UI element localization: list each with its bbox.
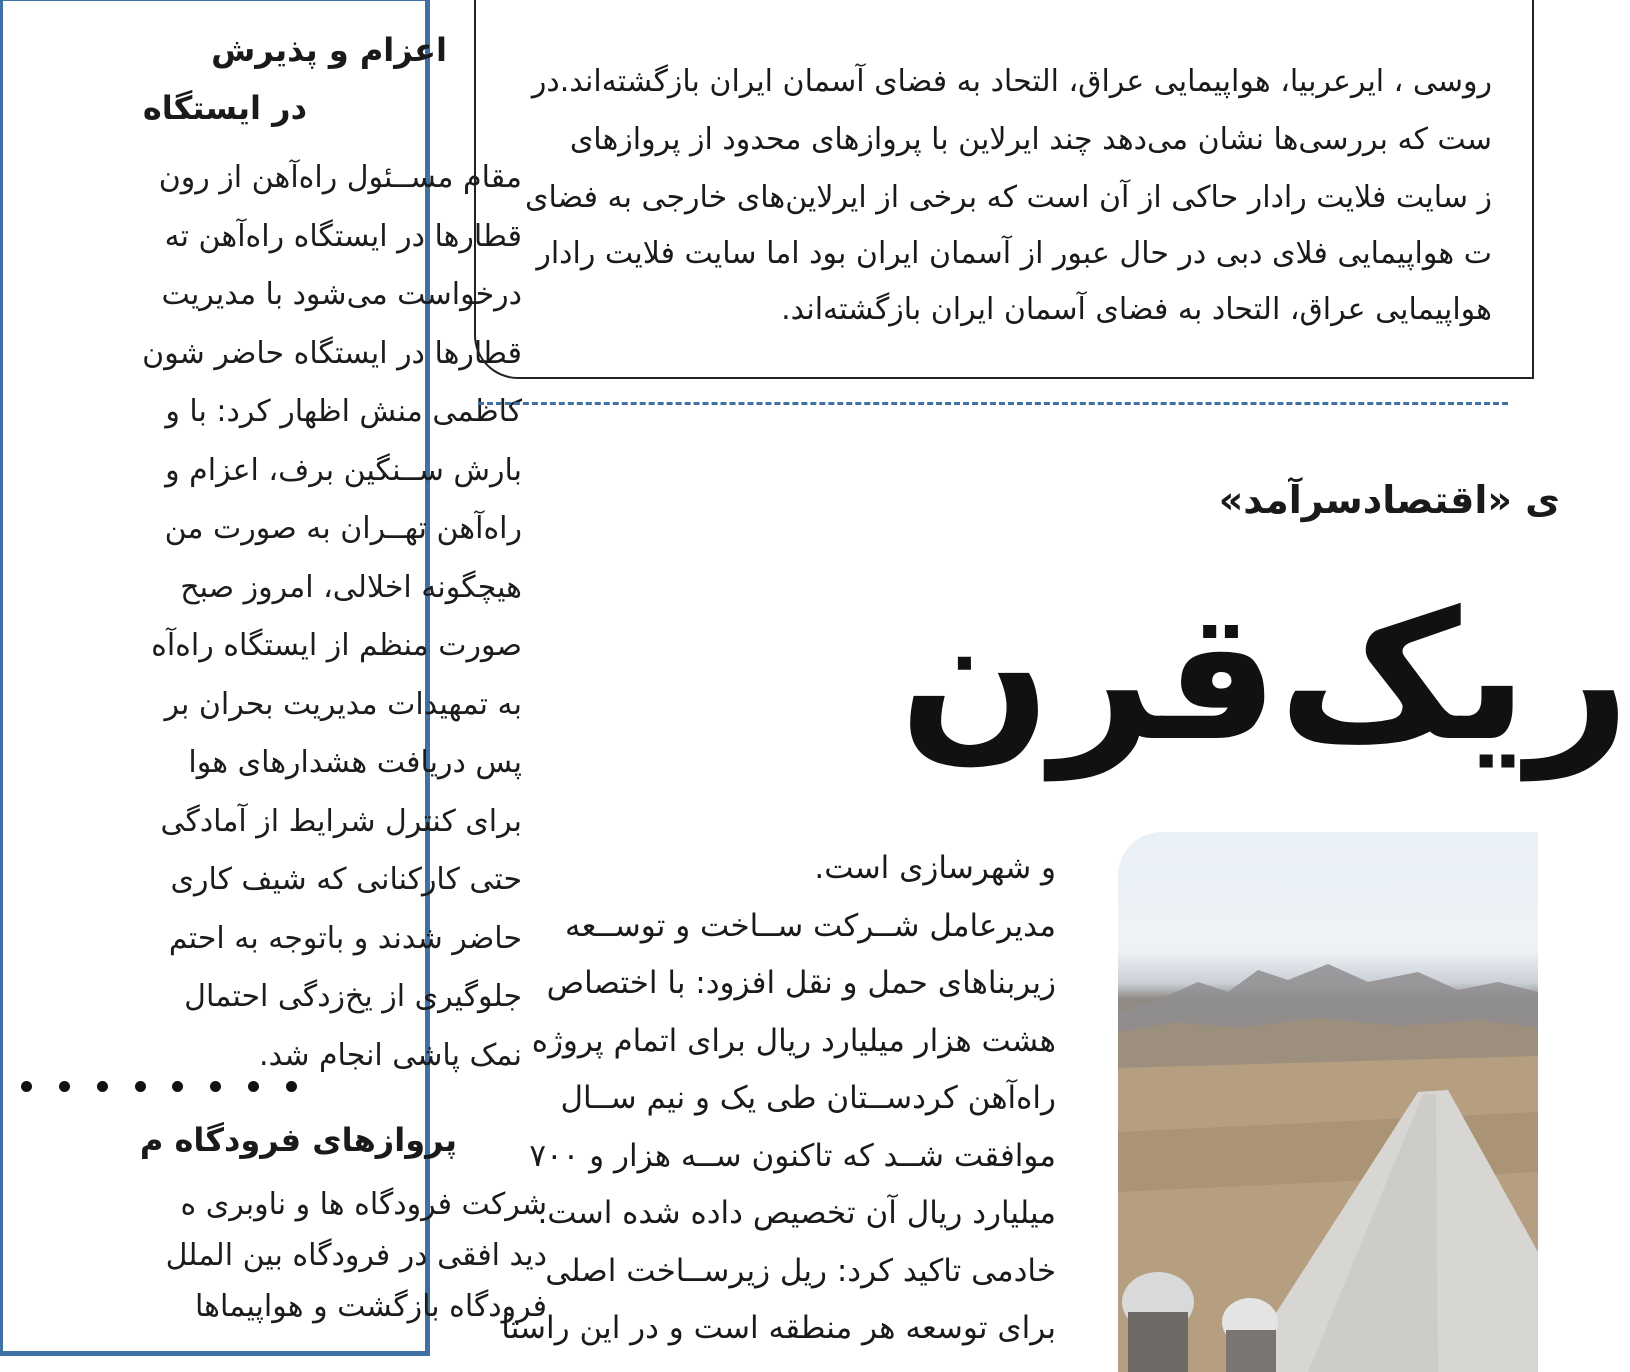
separator-dot xyxy=(135,1081,146,1092)
sidebar-body-line: نمک پاشی انجام شد. xyxy=(259,1037,522,1073)
sidebar-body-line: راه‌آهن تهــران به صورت من xyxy=(164,511,522,546)
article-line: و شهرسازی است. xyxy=(814,850,1056,886)
article-line: برای توسعه هر منطقه است و در این راستا xyxy=(501,1310,1056,1346)
separator-dot xyxy=(21,1081,32,1092)
sidebar-body2-line: دید افقی در فرودگاه بین الملل xyxy=(165,1238,547,1273)
dotted-separator xyxy=(9,1071,427,1101)
separator-dot xyxy=(210,1081,221,1092)
sidebar-news-column xyxy=(0,0,547,1356)
article-line: موافقت شــد که تاکنون ســه هزار و ۷۰۰ xyxy=(529,1137,1056,1174)
sidebar-body-line: حاضر شدند و باتوجه به احتم xyxy=(168,920,522,956)
article-line: خادمی تاکید کرد: ریل زیرســاخت اصلی xyxy=(545,1252,1056,1289)
separator-dot xyxy=(248,1081,259,1092)
article-line: مدیرعامل شــرکت ســاخت و توســعه xyxy=(564,907,1056,944)
sidebar-body xyxy=(2,149,522,1085)
sidebar-body-line: درخواست می‌شود با مدیریت xyxy=(161,277,522,312)
top-box-line: ت هواپیمایی فلای دبی در حال عبور از آسمان ایران بود اما سایت فلایت رادار xyxy=(536,236,1492,271)
sidebar-body-line: به تمهیدات مدیریت بحران بر xyxy=(164,686,522,722)
sidebar-subtitle: پروازهای فرودگاه م xyxy=(139,1121,457,1159)
article-body xyxy=(486,840,1056,1358)
top-box-line: ز سایت فلایت رادار حاکی از آن است که برخی از ایرلاین‌های خارجی به فضای xyxy=(525,180,1492,215)
separator-dot xyxy=(97,1081,108,1092)
sidebar-body-line: پس دریافت هشدارهای هوا xyxy=(188,745,522,780)
sidebar-body-line: بارش ســنگین برف، اعزام و xyxy=(165,452,522,488)
main-headline: ریک‌قرن xyxy=(899,573,1630,780)
sidebar-body-line: جلوگیری از یخ‌زدگی احتمال xyxy=(184,979,522,1014)
sidebar-body-line: صورت منظم از ایستگاه راه‌آه xyxy=(151,628,522,663)
headline-kicker: ی «اقتصادسرآمد» xyxy=(1218,478,1560,522)
sidebar-body-line: برای کنترل شرایط از آمادگی xyxy=(160,803,522,839)
sidebar-body-line: هیچگونه اخلالی، امروز صبح xyxy=(180,569,522,605)
separator-dot xyxy=(59,1081,70,1092)
sidebar-body-line: مقام مســئول راه‌آهن از رون xyxy=(158,160,522,195)
sidebar-body2 xyxy=(2,1179,547,1332)
sidebar-body-line: قطارها در ایستگاه حاضر شون xyxy=(142,335,522,371)
dashed-divider xyxy=(478,402,1508,405)
article-line: زیربناهای حمل و نقل افزود: با اختصاص xyxy=(546,965,1056,1001)
separator-dot xyxy=(172,1081,183,1092)
sidebar-body-line: کاظمی منش اظهار کرد: با و xyxy=(165,394,522,429)
photo-illustration xyxy=(1118,832,1538,1372)
sidebar-title-line2: در ایستگاه xyxy=(142,89,307,127)
article-line: هشت هزار میلیارد ریال برای اتمام پروژه xyxy=(531,1022,1056,1059)
sidebar-title-line1: اعزام و پذیرش xyxy=(211,31,447,69)
sidebar-body-line: حتی کارکنانی که شیف کاری xyxy=(170,862,522,897)
top-box-line: هواپیمایی عراق، التحاد به فضای آسمان ایران بازگشته‌اند. xyxy=(781,292,1492,327)
top-box-line: روسی ، ایرعربیا، هواپیمایی عراق، التحاد به فضای آسمان ایران بازگشته‌اند.در xyxy=(531,64,1492,99)
sidebar-body2-line: شرکت فرودگاه ها و ناوبری ه xyxy=(180,1187,547,1222)
sidebar-body2-line: فرودگاه بازگشت و هواپیماها xyxy=(195,1289,547,1324)
article-line: میلیارد ریال آن تخصیص داده شده است. xyxy=(537,1195,1056,1231)
top-news-box xyxy=(474,0,1534,379)
article-line: راه‌آهن کردســتان طی یک و نیم ســال xyxy=(560,1080,1056,1116)
railway-construction-photo xyxy=(1118,832,1538,1372)
top-box-line: ست که بررسی‌ها نشان می‌دهد چند ایرلاین با پروازهای محدود از پروازهای xyxy=(569,122,1492,157)
sidebar-body-line: قطارها در ایستگاه راه‌آهن ته xyxy=(164,218,522,254)
separator-dot xyxy=(286,1081,297,1092)
